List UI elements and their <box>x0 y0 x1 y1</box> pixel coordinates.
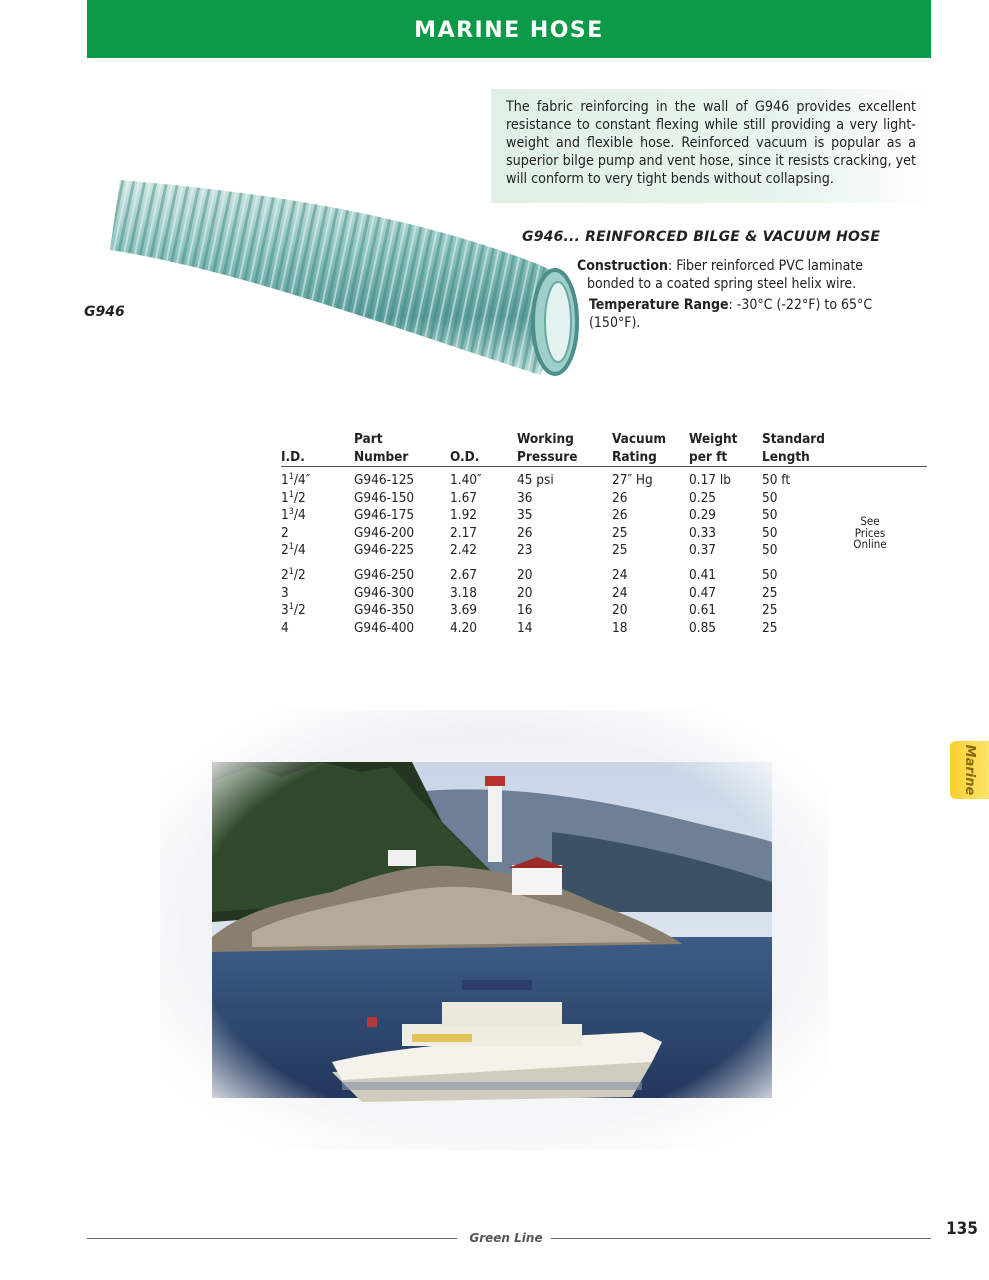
page-title: MARINE HOSE <box>414 17 604 43</box>
table-row <box>281 525 927 543</box>
cell-part: G946-150 <box>354 489 415 506</box>
temperature-label: Temperature Range <box>589 297 729 313</box>
header-part-number: Part Number <box>354 430 450 467</box>
cell-part: G946-400 <box>354 619 415 636</box>
cell-pressure: 45 psi <box>517 472 554 488</box>
cell-length: 25 <box>762 584 778 601</box>
cell-id: $1^1/2$ <box>281 489 306 506</box>
header-bar <box>87 0 931 58</box>
table-row <box>281 542 927 560</box>
cell-vacuum: 20 <box>612 602 628 619</box>
cell-length: 50 <box>762 566 778 583</box>
cell-weight: 0.41 <box>689 566 717 583</box>
lighthouse-boat-photo <box>160 710 828 1150</box>
description-text: The fabric reinforcing in the wall of G946 provides excellent resistance to constant flexing while still providing a very light-weight and flexible hose. Reinforced vacuum is popular as a superior bilge pump and vent hose, since it resists cracking, yet will conform to very tight bends without collapsing. <box>506 99 916 187</box>
cell-id: 2 <box>281 524 289 541</box>
cell-pressure: 20 <box>517 584 533 601</box>
cell-id: $1^3/4$ <box>281 507 306 524</box>
hose-image-label: G946 <box>84 304 125 320</box>
cell-vacuum: 18 <box>612 619 628 636</box>
cell-pressure: 16 <box>517 602 533 619</box>
cell-length: 50 <box>762 524 778 541</box>
cell-id: $1^1/4''$ <box>281 472 311 488</box>
product-title: G946... REINFORCED BILGE & VACUUM HOSE <box>522 229 881 245</box>
cell-od: 2.42 <box>450 542 478 559</box>
cell-od: 2.67 <box>450 566 478 583</box>
cell-vacuum: 25 <box>612 524 628 541</box>
cell-id: $3^1/2$ <box>281 602 306 619</box>
cell-id: $2^1/4$ <box>281 542 306 559</box>
cell-length: 50 ft <box>762 472 791 488</box>
cell-part: G946-125 <box>354 472 415 488</box>
footer-brand: Green Line <box>469 1231 543 1245</box>
cell-length: 50 <box>762 507 778 524</box>
table-row <box>281 602 927 620</box>
table-row <box>281 467 927 490</box>
cell-weight: 0.61 <box>689 602 717 619</box>
cell-vacuum: 25 <box>612 542 628 559</box>
cell-pressure: 26 <box>517 524 533 541</box>
cell-weight: 0.17 lb <box>689 472 731 488</box>
cell-part: G946-225 <box>354 542 415 559</box>
see-prices-online-link[interactable]: See Prices Online <box>853 514 887 551</box>
spec-table <box>281 430 927 637</box>
cell-weight: 0.29 <box>689 507 717 524</box>
header-weight: Weight per ft <box>689 430 762 467</box>
cell-id: $2^1/2$ <box>281 566 306 583</box>
table-row <box>281 490 927 508</box>
cell-part: G946-175 <box>354 507 415 524</box>
cell-length: 25 <box>762 602 778 619</box>
temperature-spec <box>589 296 902 332</box>
cell-part: G946-300 <box>354 584 415 601</box>
construction-spec <box>577 257 902 293</box>
cell-id: 3 <box>281 584 289 601</box>
table-row <box>281 507 927 525</box>
header-standard-length: Standard Length <box>762 430 927 467</box>
construction-text-2: bonded to a coated spring steel helix wire. <box>587 276 857 292</box>
cell-length: 25 <box>762 619 778 636</box>
cell-part: G946-350 <box>354 602 415 619</box>
header-od: O.D. <box>450 430 517 467</box>
cell-length: 50 <box>762 542 778 559</box>
table-row <box>281 560 927 585</box>
cell-vacuum: 26 <box>612 507 628 524</box>
cell-od: 4.20 <box>450 619 478 636</box>
cell-od: 1.67 <box>450 489 478 506</box>
header-id: I.D. <box>281 430 354 467</box>
cell-od: 2.17 <box>450 524 478 541</box>
cell-pressure: 23 <box>517 542 533 559</box>
cell-part: G946-200 <box>354 524 415 541</box>
table-row <box>281 620 927 638</box>
cell-vacuum: 26 <box>612 489 628 506</box>
page-number: 135 <box>946 1219 978 1239</box>
header-vacuum-rating: Vacuum Rating <box>612 430 689 467</box>
cell-od: 1.40″ <box>450 472 482 488</box>
cell-weight: 0.47 <box>689 584 717 601</box>
cell-weight: 0.33 <box>689 524 717 541</box>
cell-od: 3.18 <box>450 584 478 601</box>
cell-vacuum: 24 <box>612 566 628 583</box>
cell-od: 3.69 <box>450 602 478 619</box>
cell-vacuum: 24 <box>612 584 628 601</box>
footer-divider-right <box>551 1238 931 1239</box>
cell-length: 50 <box>762 489 778 506</box>
cell-pressure: 36 <box>517 489 533 506</box>
construction-text-1: : Fiber reinforced PVC laminate <box>668 258 864 274</box>
cell-weight: 0.85 <box>689 619 717 636</box>
table-row <box>281 585 927 603</box>
header-working-pressure: Working Pressure <box>517 430 612 467</box>
table-header-row <box>281 430 927 467</box>
cell-pressure: 14 <box>517 619 533 636</box>
temperature-text-2: (150°F). <box>589 315 641 331</box>
cell-pressure: 35 <box>517 507 533 524</box>
cell-vacuum: 27″ Hg <box>612 472 653 488</box>
hose-image <box>100 150 600 390</box>
cell-part: G946-250 <box>354 566 415 583</box>
construction-label: Construction <box>577 258 668 274</box>
footer-divider-left <box>87 1238 457 1239</box>
temperature-text-1: : -30°C (-22°F) to 65°C <box>728 297 873 313</box>
cell-pressure: 20 <box>517 566 533 583</box>
section-tab-label: Marine <box>962 744 977 796</box>
cell-id: 4 <box>281 619 289 636</box>
cell-weight: 0.37 <box>689 542 717 559</box>
cell-od: 1.92 <box>450 507 478 524</box>
cell-weight: 0.25 <box>689 489 717 506</box>
